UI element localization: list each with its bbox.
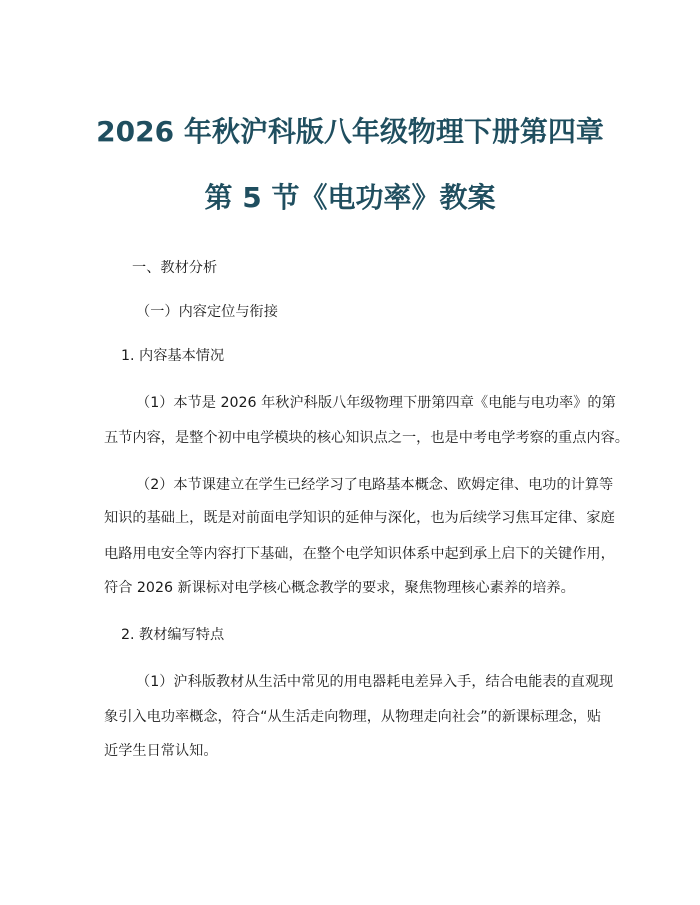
- document-title-line-1: 2026 年秋沪科版八年级物理下册第四章: [96, 115, 604, 148]
- paragraph-line: 近学生日常认知。: [104, 743, 218, 759]
- paragraph-line: 象引入电功率概念，符合“从生活走向物理，从物理走向社会”的新课标理念，贴: [104, 709, 602, 725]
- paragraph-line: 电路用电安全等内容打下基础，在整个电学知识体系中起到承上启下的关键作用，: [104, 546, 615, 562]
- subsection-heading: （一）内容定位与衔接: [136, 304, 278, 320]
- section-heading: 一、教材分析: [132, 260, 218, 276]
- paragraph-line: （1）沪科版教材从生活中常见的用电器耗电差异入手，结合电能表的直观现: [136, 674, 614, 690]
- paragraph-line: （1）本节是 2026 年秋沪科版八年级物理下册第四章《电能与电功率》的第: [136, 395, 616, 411]
- paragraph-line: 五节内容，是整个初中电学模块的核心知识点之一，也是中考电学考察的重点内容。: [104, 430, 629, 446]
- paragraph-line: 知识的基础上，既是对前面电学知识的延伸与深化，也为后续学习焦耳定律、家庭: [104, 510, 615, 526]
- paragraph-line: （2）本节课建立在学生已经学习了电路基本概念、欧姆定律、电功的计算等: [136, 477, 614, 493]
- item-heading-1: 1. 内容基本情况: [121, 348, 225, 364]
- paragraph-line: 符合 2026 新课标对电学核心概念教学的要求，聚焦物理核心素养的培养。: [104, 580, 575, 596]
- item-heading-2: 2. 教材编写特点: [121, 627, 225, 643]
- document-title-line-2: 第 5 节《电功率》教案: [204, 181, 496, 214]
